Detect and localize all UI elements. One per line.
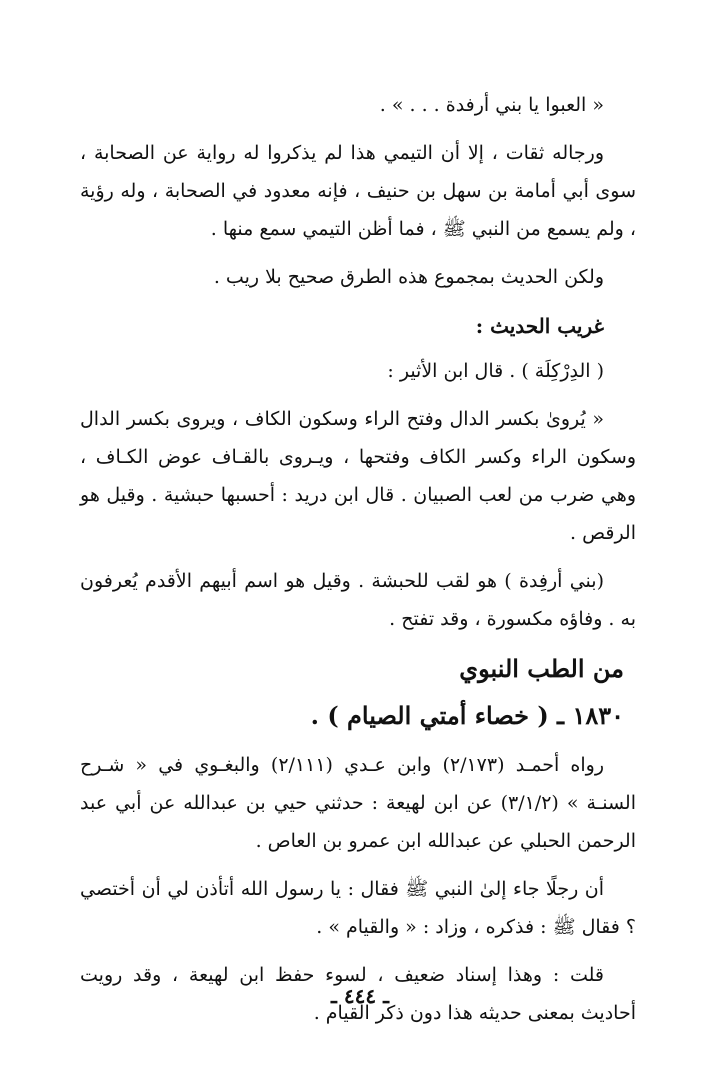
paragraph-bani-arfida: (بني أرفِدة ) هو لقب للحبشة . وقيل هو اسم أبيهم الأقدم يُعرفون به . وفاؤه مكسورة ، وقد تفتح . [80,570,636,630]
paragraph-quote-arfida: « العبوا يا بني أرفدة . . . » . [379,94,604,116]
paragraph-narration: رواه أحمـد (٢/١٧٣) وابن عـدي (٢/١١١) والبغـوي في « شـرح السنـة » (٣/١/٢) عن ابن لهيعة : حدثني حيي بن عبدالله عن أبي عبد الرحمن الحبلي عن عبدالله ابن عمرو بن العاص . [80,754,636,852]
gharib-heading: غريب الحديث : [475,314,604,338]
page-content [80,86,636,1042]
paragraph-grading: قلت : وهذا إسناد ضعيف ، لسوء حفظ ابن لهيعة ، وقد رويت أحاديث بمعنى حديثه هذا دون ذكر القيام . [80,964,636,1024]
paragraph-ibn-athir-quote: « يُروىٰ بكسر الدال وفتح الراء وسكون الكاف ، ويروى بكسر الدال وسكون الراء وكسر الكاف وفتحها ، ويـروى بالقـاف عوض الكـاف ، وهي ضرب من لعب الصبيان . قال ابن دريد : أحسبها حبشية . وقيل هو الرقص . [80,408,636,544]
section-title: من الطب النبوي [459,654,624,683]
paragraph-narrators: ورجاله ثقات ، إلا أن التيمي هذا لم يذكروا له رواية عن الصحابة ، سوى أبي أمامة بن سهل بن حنيف ، فإنه معدود في الصحابة ، وله رؤية ، ولم يسمع من النبي ﷺ ، فما أظن التيمي سمع منها . [80,142,636,240]
hadith-title: ١٨٣٠ ـ ( خصاء أمتي الصيام ) . [310,701,624,730]
paragraph-conclusion: ولكن الحديث بمجموع هذه الطرق صحيح بلا ريب . [213,266,604,288]
paragraph-hadith-text: أن رجلًا جاء إلىٰ النبي ﷺ فقال : يا رسول الله أتأذن لي أن أختصي ؟ فقال ﷺ : فذكره ، وزاد : « والقيام » . [80,878,636,938]
paragraph-dirkila: ( الدِرْكِلَة ) . قال ابن الأثير : [387,360,604,382]
page-number: ـ ٤٤٤ ـ [331,984,389,1008]
